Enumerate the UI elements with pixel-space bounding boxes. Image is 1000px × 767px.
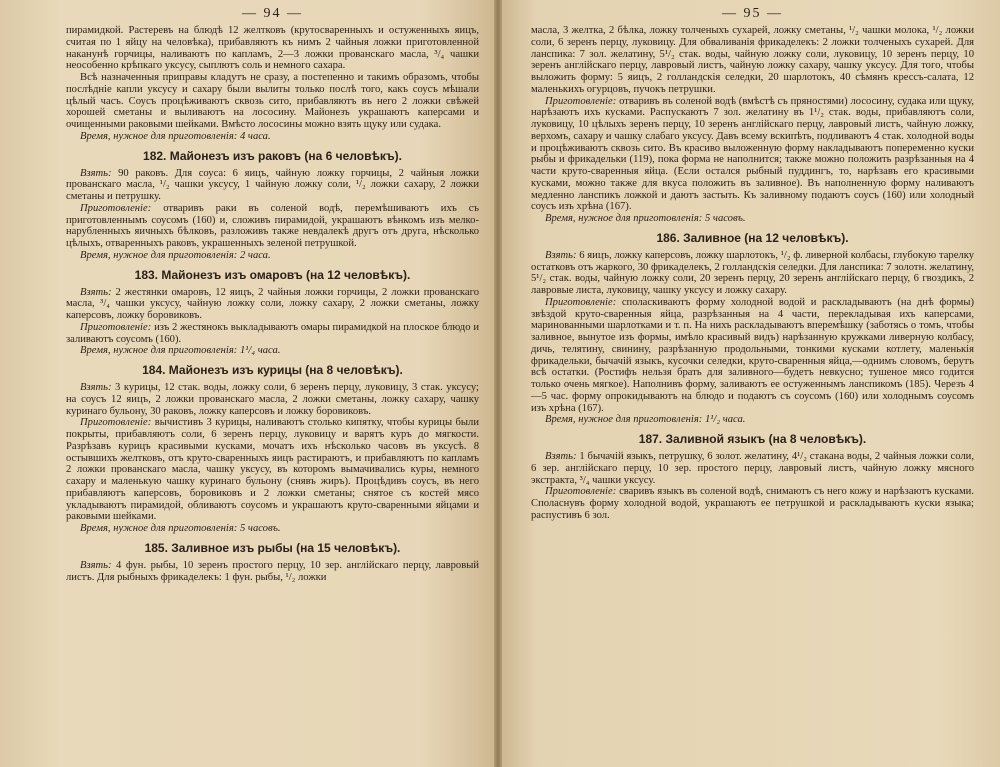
recipe-heading: 184. Майонезъ изъ курицы (на 8 человѣкъ). [142, 363, 403, 377]
preparation: Приготовленіе: споласкиваютъ форму холодной водой и раскладываютъ (на днѣ формы) звѣздой круто-сваренныя яйца, разрѣзанныя на 4 части, перекладывая ихъ каперсами, маринованными шарлотками и т. п. На нихъ раскладываютъ вперемѣшку (заботясь о томъ, чтобы заливное, вынутое изъ формы, имѣло красивый видъ) нарѣзанную кружками ливерную колбасу, дичь, телятину, свинину, разрѣзанную продольными, тонкими кусками котлету, маленькія фрикадельки, бычачій языкъ, кусочки селедки, круто-сваренныя яйца,—однимъ словомъ, берутъ всѣ остатки. (Ростифъ нельзя брать для заливного—будетъ невкусно; тушеное мясо годится только очень мягкое). Наполнивъ форму, заливаютъ ее остуженнымъ ланспикомъ (185). Черезъ 4—5 час. форму опрокидываютъ на блюдо и подаютъ съ соусомъ (160) или холоднымъ соусомъ изъ хрѣна (167). [531, 296, 974, 414]
ingredients: Взять: 1 бычачій языкъ, петрушку, 6 золот. желатину, 4¹/₂ стакана воды, 2 чайныя ложки соли, 6 зер. англійскаго перцу, 10 зер. простого перцу, лавровый листъ, чайную ложку мясного экстракта, ³/₄ чашки уксусу. [531, 451, 974, 486]
time-line: Время, нужное для приготовленія: 1¹/₄ часа. [80, 345, 281, 357]
time-line: Время, нужное для приготовленія: 2 часа. [80, 249, 271, 261]
preparation: Приготовленіе: изъ 2 жестянокъ выкладываютъ омары пирамидкой на плоское блюдо и заливаютъ соусомъ (160). [66, 321, 479, 345]
preparation: Приготовленіе: отваривъ въ соленой водѣ (вмѣстѣ съ пряностями) лососину, судака или щуку, нарѣзаютъ ихъ кусками. Распускаютъ 7 зол. желатину въ 1¹/₂ стак. воды, прибавляютъ соли, луковицу, 10 цѣлыхъ зеренъ перцу, 10 зеренъ англійскаго перцу, лавровый листъ, чайную ложку, верхомъ, сахару и чашку слабаго уксусу. Давъ всему вскипѣть, подливаютъ 4 стак. холодной воды и процѣживаютъ сквозь сито. Въ красиво выложенную форму накладываютъ попеременно куски рыбы и фрикадельки (119), пока форма не наполнится; также можно положить разрѣзанныя на 4 части круто-сваренныя яйца. (Если остался рыбный пуддингъ, то, нарѣзавъ его красивыми кусками, можно также для вкуса положить въ заливное). Въ наполненную форму наливаютъ медленно ланспикъ ложкой и даютъ застыть. Къ заливному подаютъ соусъ (160) или холодный соусъ изъ хрѣна (167). [531, 95, 974, 213]
recipe-heading: 187. Заливной языкъ (на 8 человѣкъ). [638, 432, 867, 446]
recipe-heading: 183. Майонезъ изъ омаровъ (на 12 человѣкъ). [134, 267, 411, 282]
ingredients: Взять: 6 яицъ, ложку каперсовъ, ложку шарлотокъ, ¹/₂ ф. ливерной колбасы, глубокую тарелку остатковъ отъ жаркого, 30 фрикаделекъ, 2 голландскія селедки. Для ланспика: 7 золотн. желатину, 5¹/₂ стак. воды, чайную ложку соли, 20 зеренъ перцу, 20 зеренъ англійскаго перцу, 6 гвоздикъ, 2 лавровые листа, луковицу, чашку уксусу и ложку сахару. [531, 249, 974, 296]
time-line: Время, нужное для приготовленія: 5 часовъ. [545, 213, 746, 224]
book-gutter [494, 0, 502, 767]
page-number: — 94 — [242, 6, 303, 21]
time-line: Время, нужное для приготовленія: 5 часовъ. [80, 523, 281, 534]
recipe-heading: 185. Заливное изъ рыбы (на 15 человѣкъ). [144, 540, 401, 555]
preparation: Приготовленіе: отваривъ раки въ соленой водѣ, перемѣшиваютъ ихъ съ приготовленнымъ соусомъ (160) и, сложивъ пирамидой, украшаютъ вѣнкомъ изъ мелко-нарубленныхъ яичныхъ бѣлковъ, разложивъ также невдалекѣ другъ отъ друга, нѣсколько цѣлыхъ, отваренныхъ раковъ, украшенныхъ зеленой петрушкой. [66, 202, 479, 249]
preparation: Приготовленіе: вычистивъ 3 курицы, наливаютъ столько кипятку, чтобы курицы были покрыты, прибавляютъ соли, 6 зеренъ перцу, луковицу и варятъ куръ до мягкости. Разрѣзавъ курицъ красивыми кусками, мочатъ ихъ нѣсколько часовъ въ уксусѣ. 8 остывшихъ желтковъ, отъ круто-сваренныхъ яицъ растираютъ, и прибавляютъ по капламъ 2 ложки прованскаго масла, чашку уксусу, въ которомъ вымачивались куры, немного сахару и маленькую чашку куринаго бульону (снявъ жиръ). Процѣдивъ соусъ, въ него прибавляютъ каперсовъ, боровиковъ и 2 ложки сметаны; снятое съ костей мясо укладываютъ пирамидой, обливаютъ соусомъ и украшаютъ круто-сваренными яйцами и раковыми шейками. [66, 417, 479, 523]
ingredients: Взять: 4 фун. рыбы, 10 зеренъ простого перцу, 10 зер. англійскаго перцу, лавровый листъ. Для рыбныхъ фрикаделекъ: 1 фун. рыбы, ¹/₂ ложки [66, 559, 479, 583]
left-page [0, 0, 497, 767]
time-line: Время, нужное для приготовленія: 1¹/₂ часа. [545, 414, 746, 426]
recipe-heading: 182. Майонезъ изъ раковъ (на 6 человѣкъ). [143, 148, 402, 163]
page-number: — 95 — [722, 6, 783, 21]
ingredients: Взять: 2 жестянки омаровъ, 12 яицъ, 2 чайныя ложки горчицы, 2 ложки прованскаго масла, ³/₄ чашки уксусу, чайную ложку соли, ложку сахару, 2 ложки сметаны, ложку каперсовъ, ложку боровиковъ. [66, 286, 479, 321]
ingredients: Взять: 90 раковъ. Для соуса: 6 яицъ, чайную ложку горчицы, 2 чайныя ложки прованскаго масла, ¹/₂ чашки уксусу, 1 чайную ложку соли, ¹/₂ ложки сахару, 2 ложки сметаны и петрушку. [66, 167, 479, 202]
time-line: Время, нужное для приготовленія: 4 часа. [80, 130, 271, 142]
right-page [497, 0, 1000, 767]
recipe-heading: 186. Заливное (на 12 человѣкъ). [656, 230, 849, 245]
ingredients: Взять: 3 курицы, 12 стак. воды, ложку соли, 6 зеренъ перцу, луковицу, 3 стак. уксусу; на соусъ 12 яицъ, 2 ложки прованскаго масла, 2 ложки сметаны, ложку сахару, чашку куринаго бульону, 30 раковъ, ложку каперсовъ и ложку боровиковъ. [66, 382, 479, 417]
preparation: Приготовленіе: сваривъ языкъ въ соленой водѣ, снимаютъ съ него кожу и нарѣзаютъ кусками. Споласнувъ форму холодной водой, украшаютъ ее петрушкой и раскладываютъ куски языка; распустивъ 6 зол. [531, 486, 974, 521]
paragraph: Всѣ назначенныя приправы кладутъ не сразу, а постепенно и такимъ образомъ, чтобы послѣдніе капли уксусу и сахару были вылиты только послѣ того, какъ соусъ мѣшали цѣлый часъ. Соусъ процѣживаютъ сквозь сито, прибавляютъ въ него 2 ложки свѣжей хорошей сметаны и выливаютъ на лососину. Майонезъ украшаютъ каперсами и очищенными раковыми шейками. Вмѣсто лососины можно взять щуку или судака. [66, 72, 479, 130]
paragraph: пирамидкой. Растеревъ на блюдѣ 12 желтковъ (крутосваренныхъ и остуженныхъ яицъ, считая по 1 яйцу на человѣка), прибавляютъ къ нимъ 2 чайныя ложки приготовленной наканунѣ горчицы, наливаютъ по капламъ, 2—3 ложки прованскаго масла, ³/₄ чашки неособенно крѣпкаго уксусу, сыплютъ соль и немного сахара. [66, 25, 479, 72]
paragraph: масла, 3 желтка, 2 бѣлка, ложку толченыхъ сухарей, ложку сметаны, ¹/₂ чашки молока, ¹/₂ ложки соли, 6 зеренъ перцу, луковицу. Для обваливанія фрикаделекъ: 2 ложки толченыхъ сухарей. Для ланспика: 7 зол. желатину, 5¹/₂ стак. воды, чайную ложку соли, луковицу, 10 зеренъ перцу, 10 зеренъ англійскаго перцу, лавровый листъ, чайную ложку сахару, чашку уксусу. Для того, чтобы выложить форму: 5 яицъ, 2 голландскія селедки, 20 шарлотокъ, 40 сѣмянъ крессъ-салата, 12 маленькихъ огурцовъ, пучокъ петрушки. [531, 25, 974, 95]
